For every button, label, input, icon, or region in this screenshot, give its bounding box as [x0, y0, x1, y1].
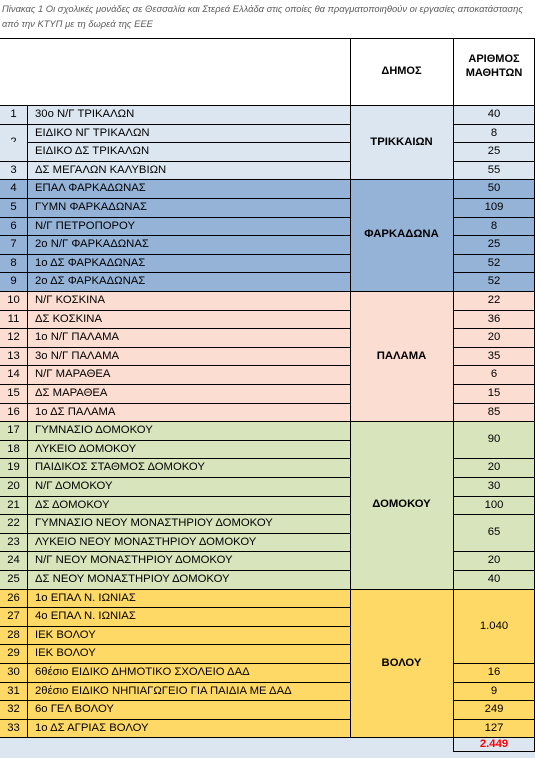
school-name: 2ο Ν/Γ ΦΑΡΚΑΔΩΝΑΣ: [35, 238, 149, 251]
row-number: 9: [10, 275, 17, 288]
grid-line: [453, 365, 535, 366]
students-cell: 8: [453, 124, 535, 143]
total-value: 2.449: [479, 738, 509, 751]
grid-line: [0, 589, 350, 590]
grid-line: [453, 737, 535, 738]
grid-line: [0, 663, 350, 664]
students-cell: 90: [453, 421, 535, 458]
row-number: 19: [7, 461, 20, 474]
grid-line: [453, 198, 535, 199]
grid-line: [0, 291, 350, 292]
school-name: ΠΑΙΔΙΚΟΣ ΣΤΑΘΜΟΣ ΔΟΜΟΚΟΥ: [35, 461, 205, 474]
grid-line: [453, 421, 535, 422]
grid-line: [0, 217, 350, 218]
row-number: 4: [10, 182, 17, 195]
grid-line: [0, 496, 350, 497]
students-cell: 65: [453, 514, 535, 551]
grid-line: [0, 700, 350, 701]
students-cell: 249: [453, 700, 535, 719]
row-number: 6: [10, 219, 17, 232]
row-number: 29: [7, 647, 20, 660]
students-cell: 15: [453, 384, 535, 403]
row-number: 23: [7, 535, 20, 548]
grid-line: [453, 310, 535, 311]
header-students-line2: ΜΑΘΗΤΩΝ: [465, 67, 523, 79]
grid-line: [0, 365, 350, 366]
grid-line: [453, 682, 535, 683]
municipality-cell: ΔΟΜΟΚΟΥ: [350, 421, 453, 588]
grid-line: [350, 38, 351, 105]
header-top-border: [0, 38, 535, 39]
school-name: 2θέσιο ΕΙΔΙΚΟ ΝΗΠΙΑΓΩΓΕΙΟ ΓΙΑ ΠΑΙΔΙΑ ΜΕ ΔΑΔ: [35, 684, 292, 697]
grid-line: [453, 105, 454, 751]
grid-line: [0, 570, 350, 571]
grid-line: [453, 663, 535, 664]
municipality-cell: ΦΑΡΚΑΔΩΝΑ: [350, 179, 453, 291]
grid-line: [0, 737, 350, 738]
row-number: 30: [7, 666, 20, 678]
grid-line: [0, 477, 350, 478]
students-cell: 20: [453, 551, 535, 570]
grid-line: [350, 589, 453, 590]
grid-line: [453, 700, 535, 701]
school-name: Ν/Γ ΔΟΜΟΚΟΥ: [35, 480, 113, 492]
grid-line: [453, 403, 535, 404]
row-number: 22: [7, 517, 20, 530]
grid-line: [453, 551, 535, 552]
school-name: ΙΕΚ ΒΟΛΟΥ: [35, 647, 96, 660]
row-number: 1: [10, 108, 17, 120]
row-number: 7: [10, 238, 17, 251]
school-name: 1ο ΔΣ ΑΓΡΙΑΣ ΒΟΛΟΥ: [35, 721, 149, 734]
row-number: 13: [7, 349, 20, 362]
students-cell: 9: [453, 682, 535, 701]
row-number: 31: [7, 684, 20, 697]
school-name: ΕΠΑΛ ΦΑΡΚΑΔΩΝΑΣ: [35, 182, 146, 195]
school-name: 30ο Ν/Γ ΤΡΙΚΑΛΩΝ: [35, 108, 135, 120]
grid-line: [453, 496, 535, 497]
students-cell: 50: [453, 179, 535, 198]
students-cell: 52: [453, 254, 535, 273]
students-cell: 25: [453, 142, 535, 161]
row-number: 3: [10, 163, 17, 176]
students-cell: 100: [453, 496, 535, 515]
students-cell: 8: [453, 217, 535, 236]
school-name: 1ο ΕΠΑΛ Ν. ΙΩΝΙΑΣ: [35, 591, 136, 604]
grid-line: [0, 644, 350, 645]
header-students: [453, 52, 535, 92]
grid-line: [453, 124, 535, 125]
school-name: 1ο ΔΣ ΦΑΡΚΑΔΩΝΑΣ: [35, 256, 146, 269]
row-number: 8: [10, 256, 17, 269]
header-bottom-border: [0, 105, 535, 106]
grid-line: [0, 235, 350, 236]
students-cell: 6: [453, 365, 535, 384]
grid-line: [350, 737, 453, 738]
grid-line: [0, 403, 350, 404]
students-cell: 25: [453, 235, 535, 254]
school-name: Ν/Γ ΠΕΤΡΟΠΟΡΟΥ: [35, 219, 136, 232]
grid-line: [0, 458, 350, 459]
row-number: 16: [7, 405, 20, 418]
schools-table: [0, 38, 535, 758]
grid-line: [350, 179, 453, 180]
row-number: 12: [7, 331, 20, 344]
row-number: 24: [7, 554, 20, 567]
students-cell: 36: [453, 310, 535, 329]
grid-line: [0, 421, 350, 422]
students-cell: 20: [453, 458, 535, 477]
grid-line: [453, 384, 535, 385]
grid-line: [453, 217, 535, 218]
school-name: ΕΙΔΙΚΟ ΔΣ ΤΡΙΚΑΛΩΝ: [35, 145, 150, 158]
students-cell: 40: [453, 105, 535, 124]
grid-line: [0, 328, 350, 329]
grid-line: [453, 477, 535, 478]
header-dimos: ΔΗΜΟΣ: [381, 65, 422, 77]
grid-line: [0, 682, 350, 683]
school-name: ΛΥΚΕΙΟ ΔΟΜΟΚΟΥ: [35, 442, 137, 455]
grid-line: [0, 514, 350, 515]
grid-line: [453, 719, 535, 720]
grid-line: [0, 179, 350, 180]
school-name: 1ο Ν/Γ ΠΑΛΑΜΑ: [35, 331, 120, 344]
grid-line: [350, 421, 453, 422]
grid-line: [0, 384, 350, 385]
grid-line: [0, 310, 350, 311]
students-cell: 109: [453, 198, 535, 217]
municipality-cell: ΠΑΛΑΜΑ: [350, 291, 453, 421]
grid-line: [350, 291, 453, 292]
row-number: 28: [7, 628, 20, 641]
row-number: 27: [7, 610, 20, 623]
grid-line: [453, 751, 535, 752]
school-name: ΔΣ ΔΟΜΟΚΟΥ: [35, 498, 110, 511]
school-name: ΔΣ ΜΑΡΑΘΕΑ: [35, 387, 108, 399]
row-number: 11: [7, 312, 20, 325]
students-cell: 30: [453, 477, 535, 496]
grid-line: [453, 589, 535, 590]
row-number: 18: [7, 442, 20, 455]
students-cell: 22: [453, 291, 535, 310]
grid-line: [0, 533, 350, 534]
row-number: 5: [10, 201, 17, 213]
school-name: Ν/Γ ΝΕΟΥ ΜΟΝΑΣΤΗΡΙΟΥ ΔΟΜΟΚΟΥ: [35, 554, 233, 567]
row-number: 32: [7, 703, 20, 716]
school-name: ΔΣ ΚΟΣΚΙΝΑ: [35, 312, 102, 325]
grid-line: [453, 142, 535, 143]
grid-line: [453, 272, 535, 273]
grid-line: [453, 514, 535, 515]
row-number: 21: [7, 498, 20, 511]
school-name: Ν/Γ ΚΟΣΚΙΝΑ: [35, 294, 105, 306]
grid-line: [453, 328, 535, 329]
header-students-line1: ΑΡΙΘΜΟΣ: [468, 53, 520, 65]
school-name: 2ο ΔΣ ΦΑΡΚΑΔΩΝΑΣ: [35, 275, 146, 288]
grid-line: [0, 198, 350, 199]
row-number: 10: [7, 294, 20, 306]
students-cell: 35: [453, 347, 535, 366]
grid-line: [0, 607, 350, 608]
grid-line: [453, 38, 454, 105]
students-cell: 20: [453, 328, 535, 347]
school-name: ΔΣ ΜΕΓΑΛΩΝ ΚΑΛΥΒΙΩΝ: [35, 163, 167, 176]
school-name: ΙΕΚ ΒΟΛΟΥ: [35, 628, 96, 641]
grid-line: [453, 179, 535, 180]
municipality-cell: ΤΡΙΚΚΑΙΩΝ: [350, 105, 453, 179]
grid-line: [453, 291, 535, 292]
row-number: 17: [7, 424, 20, 437]
grid-line: [0, 124, 350, 125]
students-cell: 55: [453, 161, 535, 180]
students-cell: 85: [453, 403, 535, 422]
grid-line: [0, 551, 350, 552]
school-name: Ν/Γ ΜΑΡΑΘΕΑ: [35, 368, 111, 381]
students-cell: 40: [453, 570, 535, 589]
students-cell: 52: [453, 272, 535, 291]
grid-line: [453, 570, 535, 571]
municipality-cell: ΒΟΛΟΥ: [350, 589, 453, 738]
grid-line: [453, 161, 535, 162]
table-caption: Πίνακας 1 Οι σχολικές μονάδες σε Θεσσαλία και Στερεά Ελλάδα στις οποίες θα πραγματοποιηθούν οι εργασίες αποκατάστασης από την ΚΤΥΠ με τη δωρεά της ΕΕΕ: [2, 3, 523, 29]
school-name: ΕΙΔΙΚΟ ΝΓ ΤΡΙΚΑΛΩΝ: [35, 126, 150, 139]
grid-line: [453, 254, 535, 255]
school-name: 4ο ΕΠΑΛ Ν. ΙΩΝΙΑΣ: [35, 610, 136, 623]
grid-line: [0, 254, 350, 255]
school-name: ΓΥΜΝΑΣΙΟ ΔΟΜΟΚΟΥ: [35, 424, 153, 437]
grid-line: [453, 458, 535, 459]
school-name: 6θέσιο ΕΙΔΙΚΟ ΔΗΜΟΤΙΚΟ ΣΧΟΛΕΙΟ ΔΑΔ: [35, 666, 250, 678]
school-name: ΓΥΜΝ ΦΑΡΚΑΔΩΝΑΣ: [35, 201, 147, 213]
school-name: 1ο ΔΣ ΠΑΛΑΜΑ: [35, 405, 116, 418]
row-number: 25: [7, 573, 20, 585]
row-number: 20: [7, 480, 20, 492]
grid-line: [0, 347, 350, 348]
grid-line: [0, 161, 350, 162]
grid-line: [453, 235, 535, 236]
school-name: ΛΥΚΕΙΟ ΝΕΟΥ ΜΟΝΑΣΤΗΡΙΟΥ ΔΟΜΟΚΟΥ: [35, 535, 257, 548]
grid-line: [0, 626, 350, 627]
row-number: 26: [7, 591, 20, 604]
grid-line: [0, 719, 350, 720]
school-name: ΓΥΜΝΑΣΙΟ ΝΕΟΥ ΜΟΝΑΣΤΗΡΙΟΥ ΔΟΜΟΚΟΥ: [35, 517, 273, 530]
school-name: ΔΣ ΝΕΟΥ ΜΟΝΑΣΤΗΡΙΟΥ ΔΟΜΟΚΟΥ: [35, 573, 230, 585]
school-name: 3ο Ν/Γ ΠΑΛΑΜΑ: [35, 349, 120, 362]
grid-line: [453, 347, 535, 348]
row-number: 15: [7, 387, 20, 399]
grid-line: [27, 105, 28, 737]
grid-line: [350, 105, 351, 737]
grid-line: [27, 142, 350, 143]
students-cell: 16: [453, 663, 535, 682]
grid-line: [0, 272, 350, 273]
row-number: 33: [7, 721, 20, 734]
school-name: 6ο ΓΕΛ ΒΟΛΟΥ: [35, 703, 114, 716]
students-cell: 1.040: [453, 589, 535, 663]
grid-line: [0, 440, 350, 441]
students-cell: 127: [453, 719, 535, 738]
row-number: 14: [7, 368, 20, 381]
